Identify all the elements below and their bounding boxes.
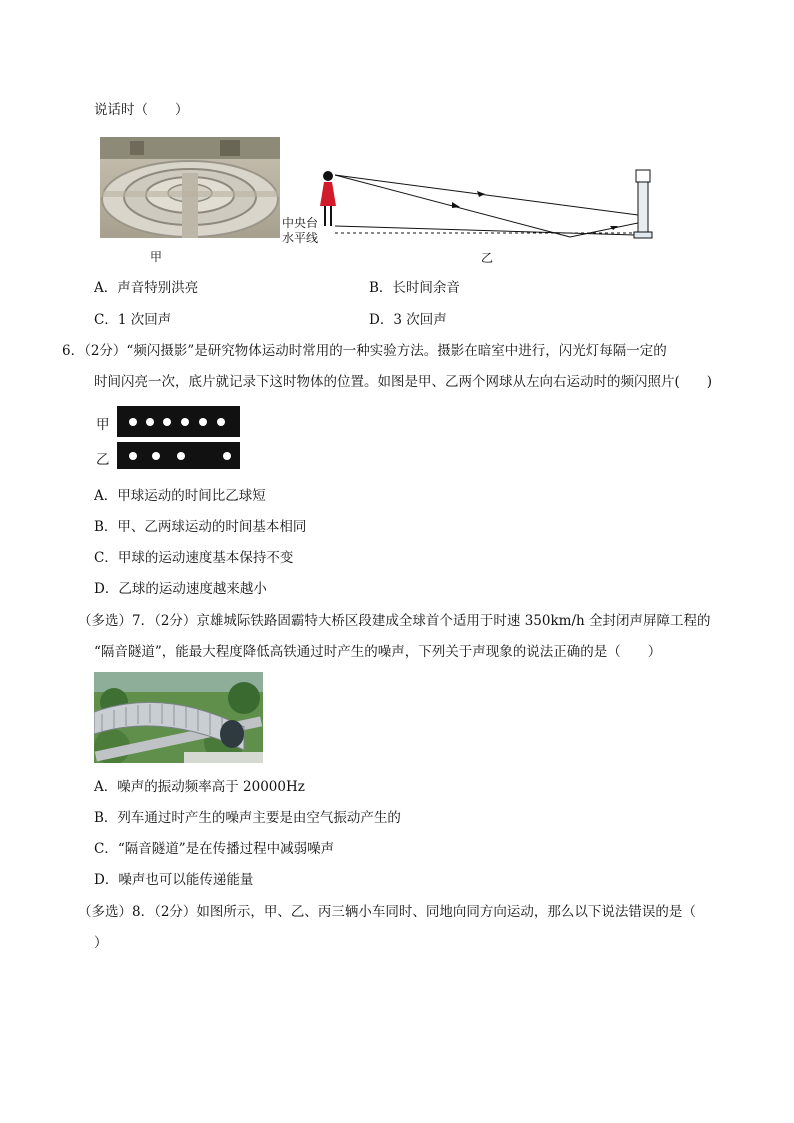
- ball-dot: [129, 452, 137, 460]
- ball-dot: [163, 418, 171, 426]
- stone-column: [634, 170, 652, 238]
- q8-stem-line2: ）: [94, 935, 108, 951]
- q6-stem-line1: 6．（2分）“频闪摄影”是研究物体运动时常用的一种实验方法。摄影在暗室中进行，闪光灯每隔一定的: [62, 343, 667, 359]
- q6-option-b[interactable]: B．甲、乙两球运动的时间基本相同: [94, 519, 307, 535]
- ball-dot: [146, 418, 154, 426]
- q6-option-c[interactable]: C．甲球的运动速度基本保持不变: [94, 550, 294, 566]
- q6-stem-line2: 时间闪亮一次，底片就记录下这时物体的位置。如图是甲、乙两个网球从左向右运动时的频闪照片( ): [94, 374, 713, 390]
- center-label-2: 水平线: [282, 231, 319, 245]
- fig-jia-label: 甲: [150, 250, 163, 264]
- q5-option-c[interactable]: C．1 次回声: [94, 312, 172, 328]
- altar-photo: [100, 137, 280, 238]
- center-label-1: 中央台: [282, 216, 319, 230]
- strip-jia-label: 甲: [96, 417, 110, 433]
- strobe-strip-yi: [117, 442, 240, 469]
- strobe-strip-jia: [117, 406, 240, 437]
- q6-option-a[interactable]: A．甲球运动的时间比乙球短: [94, 488, 266, 504]
- ball-dot: [223, 452, 231, 460]
- ball-dot: [181, 418, 189, 426]
- q6-option-d[interactable]: D．乙球的运动速度越来越小: [94, 581, 267, 597]
- q5-option-a[interactable]: A．声音特别洪亮: [94, 280, 199, 296]
- echo-diagram: [280, 160, 660, 250]
- ball-dot: [199, 418, 207, 426]
- q5-stem-tail: 说话时（ ）: [94, 102, 189, 118]
- q8-stem-line1: （多选）8．（2分）如图所示，甲、乙、丙三辆小车同时、同地向同方向运动，那么以下说法错误的是（: [78, 904, 696, 920]
- q7-stem-line1: （多选）7．（2分）京雄城际铁路固霸特大桥区段建成全球首个适用于时速 350km/h 全封闭声屏障工程的: [78, 613, 711, 629]
- fig-yi-label: 乙: [481, 251, 494, 265]
- ball-dot: [129, 418, 137, 426]
- q7-option-c[interactable]: C．“隔音隧道”是在传播过程中减弱噪声: [94, 841, 335, 857]
- girl-figure: [320, 171, 336, 226]
- ball-dot: [217, 418, 225, 426]
- q7-stem-line2: “隔音隧道”，能最大程度降低高铁通过时产生的噪声，下列关于声现象的说法正确的是（ ）: [94, 644, 662, 660]
- q7-option-a[interactable]: A．噪声的振动频率高于 20000Hz: [94, 779, 305, 795]
- q7-option-b[interactable]: B．列车通过时产生的噪声主要是由空气振动产生的: [94, 810, 401, 826]
- q7-option-d[interactable]: D．噪声也可以能传递能量: [94, 872, 254, 888]
- tunnel-photo: [94, 672, 263, 763]
- q5-option-d[interactable]: D．3 次回声: [369, 312, 447, 328]
- q5-option-b[interactable]: B．长时间余音: [369, 280, 460, 296]
- ball-dot: [152, 452, 160, 460]
- strip-yi-label: 乙: [96, 452, 110, 468]
- ball-dot: [177, 452, 185, 460]
